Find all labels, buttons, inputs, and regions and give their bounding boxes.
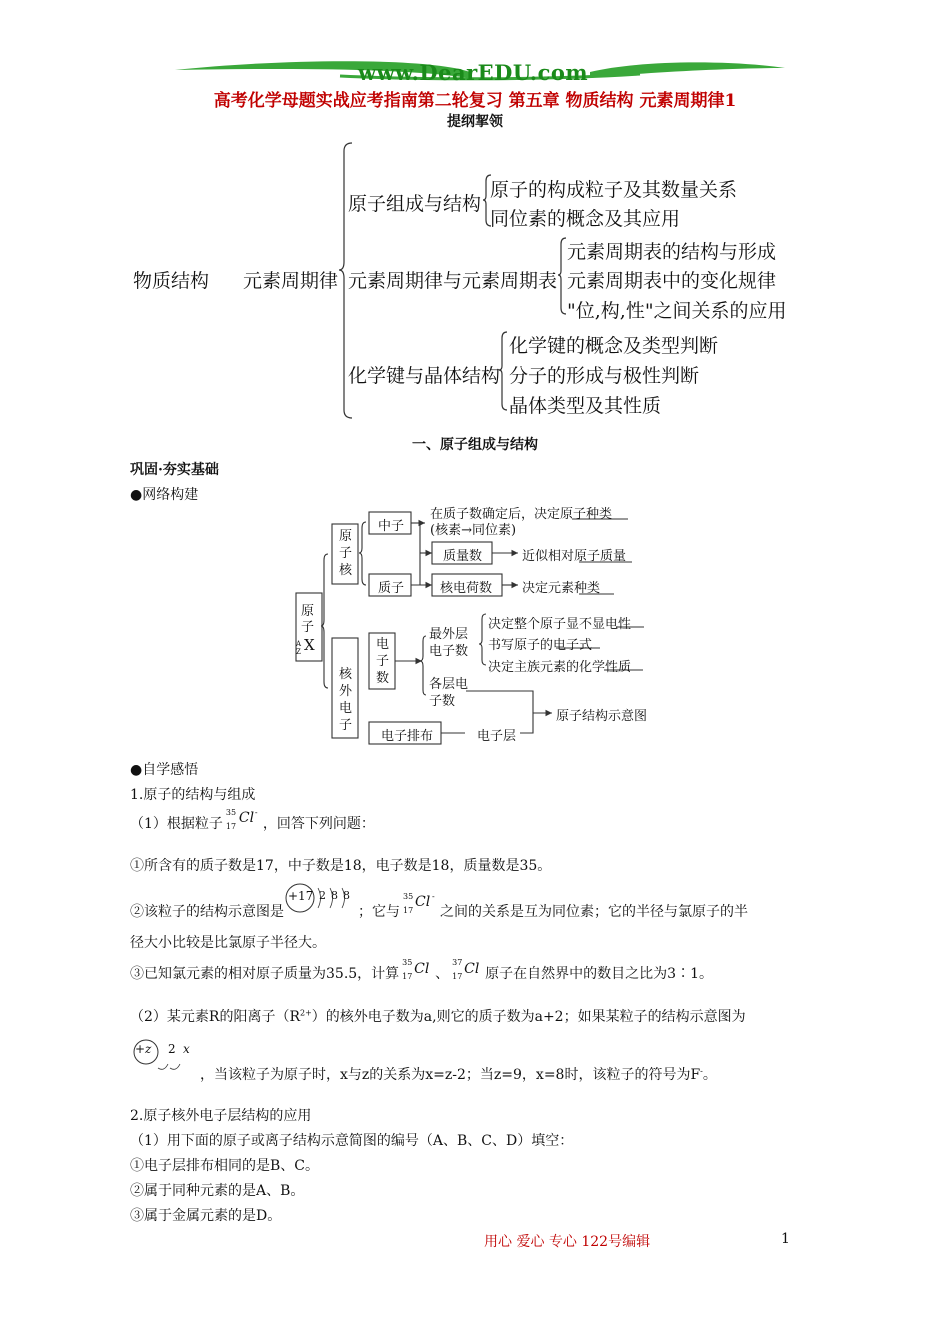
atom-symbol: X bbox=[304, 636, 315, 654]
structure-diagram-label: 原子结构示意图 bbox=[556, 709, 648, 724]
q1-heading: 1.原子的结构与组成 bbox=[130, 787, 256, 803]
box-neutron: 中子 bbox=[378, 519, 405, 534]
atom-mass-label: A bbox=[296, 640, 302, 648]
outline-item: 元素周期表中的变化规律 bbox=[567, 270, 777, 292]
outline-item: 化学键的概念及类型判断 bbox=[509, 335, 719, 357]
q2-line3: ③属于金属元素的是D。 bbox=[130, 1208, 282, 1224]
box-mass-number: 质量数 bbox=[443, 549, 483, 564]
q1-line2-cont: 径大小比较是比氯原子半径大。 bbox=[130, 935, 326, 951]
q2-line1: ①电子层排布相同的是B、C。 bbox=[130, 1158, 319, 1174]
q2-heading: 2.原子核外电子层结构的应用 bbox=[130, 1108, 312, 1124]
q1-part2-cont: ，当该粒子为原子时，x与z的关系为x=z-2；当z=9，x=8时，该粒子的符号为F-。 bbox=[200, 1066, 717, 1083]
box-proton: 质子 bbox=[378, 581, 405, 596]
charge-note: 决定元素种类 bbox=[522, 581, 601, 596]
outline-item: 同位素的概念及其应用 bbox=[490, 208, 681, 230]
q1-line1: ①所含有的质子数是17，中子数是18，电子数是18，质量数是35。 bbox=[130, 858, 552, 874]
q1-line2: ②该粒子的结构示意图是 +17 2 8 8 ；它与 35 17 Cl - 之间的关系是互为同位素；它的半径与氯原子的半 bbox=[130, 898, 748, 921]
outer-layer-label: 最外层电子数 bbox=[429, 627, 469, 659]
page-title: 高考化学母题实战应考指南第二轮复习 第五章 物质结构 元素周期律1 bbox=[213, 91, 737, 111]
outline-group-label: 元素周期律与元素周期表 bbox=[348, 270, 558, 292]
outline-group-label: 原子组成与结构 bbox=[348, 193, 482, 215]
section-heading: 一、原子组成与结构 bbox=[412, 437, 538, 453]
footer-text: 用心 爱心 专心 122号编辑 bbox=[484, 1234, 651, 1250]
site-logo: www.DearEDU.com bbox=[358, 60, 589, 85]
q2-intro: （1）用下面的原子或离子结构示意简图的编号（A、B、C、D）填空： bbox=[130, 1133, 574, 1149]
outline-item: 原子的构成粒子及其数量关系 bbox=[490, 179, 738, 201]
atom-z-label: Z bbox=[296, 648, 301, 656]
box-nuclear-charge: 核电荷数 bbox=[440, 581, 493, 596]
outline-item: 晶体类型及其性质 bbox=[509, 395, 662, 417]
box-nucleus: 原子核 bbox=[339, 529, 353, 578]
each-layer-label: 各层电子数 bbox=[429, 677, 469, 709]
neutron-note: 在质子数确定后，决定原子种类 bbox=[430, 507, 613, 522]
bullet-network: ●网络构建 bbox=[130, 487, 199, 503]
outline-item: 分子的形成与极性判断 bbox=[509, 365, 700, 387]
outline-group-label: 化学键与晶体结构 bbox=[348, 365, 501, 387]
z-structure-diagram: +z 2 x bbox=[130, 1038, 200, 1082]
outer-note-3: 决定主族元素的化学性质 bbox=[488, 660, 632, 675]
outer-note-1: 决定整个原子显不显电性 bbox=[488, 617, 632, 632]
mass-note: 近似相对原子质量 bbox=[522, 549, 627, 564]
shell-label: 电子层 bbox=[477, 729, 517, 744]
outer-note-2: 书写原子的电子式 bbox=[488, 638, 593, 653]
page-subtitle: 提纲挈领 bbox=[447, 114, 503, 130]
box-atom: 原子 bbox=[301, 604, 315, 635]
bullet-self-study: ●自学感悟 bbox=[130, 762, 199, 778]
page-number: 1 bbox=[781, 1231, 790, 1247]
neutron-note-2: (核素→同位素) bbox=[430, 523, 517, 538]
box-electron-count: 电子数 bbox=[376, 637, 390, 686]
box-outer-electrons: 核外电子 bbox=[339, 667, 353, 733]
box-arrangement: 电子排布 bbox=[381, 729, 434, 744]
subsection-heading: 巩固·夯实基础 bbox=[130, 462, 219, 478]
outline-root: 物质结构 bbox=[133, 270, 210, 292]
cl-structure-diagram: +17 2 8 8 bbox=[284, 898, 358, 916]
outline-level1: 元素周期律 bbox=[243, 270, 339, 292]
outline-item: 元素周期表的结构与形成 bbox=[567, 241, 777, 263]
q1-line3: ③已知氯元素的相对原子质量为35.5，计算 35 17 Cl 、 37 17 Cl 原子在自然界中的数目之比为3∶1。 bbox=[130, 958, 713, 982]
q1-part2: （2）某元素R的阳离子$(R^{2+})$的核外电子数为a,则它的质子数为a+2；如果某粒子的结构示意图为 bbox=[130, 1008, 746, 1025]
q2-line2: ②属于同种元素的是A、B。 bbox=[130, 1183, 305, 1199]
outline-item: "位,构,性"之间关系的应用 bbox=[567, 300, 787, 322]
q1-intro: （1）根据粒子 35 17 Cl - ，回答下列问题： bbox=[130, 808, 375, 832]
